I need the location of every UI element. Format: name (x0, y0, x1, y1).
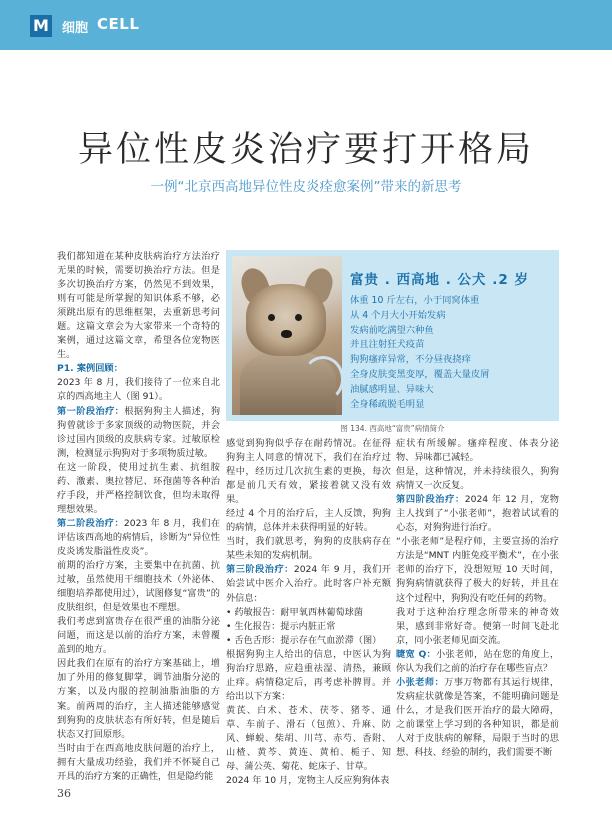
paragraph: 在这一阶段，使用过抗生素、抗组胺药、激素、奥拉替尼、环孢菌等各种治疗手段，并严格控制饮食，但均未取得理想效果。 (57, 461, 220, 515)
case-info-line: 全身稀疏脱毛明显 (350, 398, 425, 410)
section-badge: M (30, 15, 52, 37)
paragraph-text: 小张老师，站在您的角度上，你认为我们之前的治疗存在哪些盲点？ (396, 648, 560, 674)
page-number: 36 (57, 787, 71, 800)
paragraph: • 舌色舌形：提示存在气血淤滞（图） (226, 634, 382, 646)
paragraph-text: 2023 年 8 月，我们在评估该西高地的病情后，诊断为“异位性皮炎诱发脂溢性皮炎”。 (57, 517, 221, 557)
body-column-2 (226, 437, 391, 788)
paragraph: 因此我们在原有的治疗方案基础上，增加了外用的修复脚掌，调节油脂分泌的方案，以及内服的控制油脂油脂的方案。前两周的治疗，主人描述能够感觉到狗狗的皮肤状态有所好转，但是随后状态又打回原形。 (57, 658, 220, 740)
case-info-line: 体重 10 斤左右，小于同窝体重 (350, 295, 480, 306)
case-info-line: 全身皮肤变黑变厚，覆盖大量皮屑 (350, 368, 490, 380)
paragraph-text: 2024 年 9 月，我们开始尝试中医介入治疗。此时客户补充额外信息： (226, 564, 391, 604)
body-column-3 (396, 437, 559, 760)
case-info-line: 并且注射狂犬疫苗 (350, 339, 425, 351)
paragraph (57, 517, 220, 559)
paragraph-lead: 第四阶段治疗： (396, 494, 465, 506)
case-info-line: 狗狗瘙痒异常，不分昼夜挠痒 (350, 354, 471, 366)
paragraph: 我们考虑到富贵存在很严重的油脂分泌问题，而这是以前的治疗方案，未曾覆盖到的地方。 (57, 616, 220, 656)
paragraph (396, 493, 559, 535)
paragraph: 经过 4 个月的治疗后，主人反馈，狗狗的病情，总体并未获得明显的好转。 (226, 508, 391, 534)
paragraph: 根据狗狗主人给出的信息，中医认为狗狗治疗思路，应趋重祛湿、清热，兼顾止痒。病情稳定后，再考虑补脾胃。并给出以下方案： (226, 648, 391, 702)
paragraph (226, 563, 391, 605)
paragraph (57, 405, 220, 461)
section-label-en: CELL (97, 15, 140, 33)
case-info-name: 富贵 . 西高地 . 公犬 .2 岁 (350, 272, 529, 288)
paragraph: 2023 年 8 月，我们接待了一位来自北京的西高地主人（图 91）。 (57, 377, 220, 403)
case-info-line: 从 4 个月大小开始发病 (350, 309, 446, 321)
paragraph-text: 2024 年 12 月，宠物主人找到了“小张老师”，抱着试试看的心态，对狗狗进行治疗。 (396, 494, 559, 534)
paragraph-lead: 第一阶段治疗： (57, 405, 125, 417)
paragraph-text: 万事万物都有其运行规律，发病症状就像是答案，不能明确问题是什么，才是我们医开治疗的最大障碍，之前课堂上学习到的各种知识，都是前人对于皮肤病的解释，局限于当时的思想、科技、经验的制约，我们需要不断 (396, 676, 560, 759)
paragraph (396, 648, 559, 676)
dog-photo (232, 256, 342, 415)
figure-caption: 图 134. 西高地“富贵”病情简介 (340, 424, 445, 433)
paragraph-lead: 第二阶段治疗： (57, 517, 124, 529)
article-title: 异位性皮炎治疗要打开格局 (77, 130, 534, 170)
case-info-line: 油腻感明显、异味大 (350, 383, 434, 395)
body-column-1 (57, 250, 220, 784)
paragraph: 前期的治疗方案，主要集中在抗菌、抗过敏，虽然使用干细胞技术（外泌体、细胞培养都使用过），试图修复“富贵”的皮肤组织，但是效果也不理想。 (57, 560, 220, 614)
section-label-cn: 细胞 (62, 21, 89, 36)
paragraph: 我对于这种治疗理念所带来的神奇效果，感到非常好奇。便第一时间飞赴北京，同小张老师见面交流。 (396, 606, 559, 646)
paragraph-lead: 睫宽 Q： (396, 648, 437, 660)
paragraph: “小张老师”是程疗师，主要宣扬的治疗方法是“MNT 内脏免疫平衡术”，在小张老师的治疗下，没想短短 10 天时间，狗狗病情就获得了极大的好转，并且在这个过程中，狗狗没有吃任何的药物。 (396, 536, 559, 604)
paragraph: 症状有所缓解。瘙痒程度、体表分泌物、异味都已减轻。 (396, 438, 559, 464)
paragraph: • 药敏报告：耐甲氧西林葡萄球菌 (226, 606, 363, 618)
paragraph-lead: 第三阶段治疗： (226, 564, 294, 576)
paragraph: 感觉到狗狗似乎存在耐药情况。在征得狗狗主人同意的情况下，我们在治疗过程中，经历过几次抗生素的更换，每次都是前几天有效，紧接着就又没有效果。 (226, 438, 391, 506)
paragraph-text: 根据狗狗主人描述，狗狗曾就诊于多家顶级的动物医院，并会诊过国内顶级的皮肤病专家。过敏原检测，检测显示狗狗对于多项物质过敏。 (57, 405, 221, 459)
section-heading: P1. 案例回顾： (57, 363, 123, 375)
case-info-line: 发病前吃满望六种鱼 (350, 324, 434, 336)
paragraph: 我们都知道在某种皮肤病治疗方法治疗无果的时候，需要切换治疗方法。但是多次切换治疗方案，仍然见不到效果，则有可能是所掌握的知识体系不够，必须跳出原有的思维框架，去重新思考问题。这篇文章会为大家带来一个奇特的案例，通过这篇文章，希望各位宠物医生。 (57, 251, 220, 361)
paragraph: 2024 年 10 月，宠物主人反应狗狗体表 (226, 775, 390, 787)
paragraph: 但是，这种情况，并未持续很久，狗狗病情又一次反复。 (396, 466, 559, 492)
paragraph-lead: 小张老师： (396, 676, 445, 688)
paragraph: 当时，我们就思考，狗狗的皮肤病存在某些未知的发病机制。 (226, 536, 391, 562)
case-info-lines (350, 294, 489, 412)
paragraph: 当时由于在西高地皮肤问题的治疗上，拥有大量成功经验，我们并不怀疑自己开具的治疗方案的正确性，但是隐约能 (57, 742, 220, 782)
article-subtitle: 一例“北京西高地异位性皮炎痊愈案例”带来的新思考 (150, 179, 462, 195)
section-header-bar (0, 0, 612, 50)
paragraph: 黄芪、白术、苍术、茯苓、猪苓、通草、车前子、滑石（包煎）、升麻、防风、蝉蜕、柴胡、川芎、赤芍、香附、山楂、黄芩、黄连、黄柏、栀子、知母、蒲公英、菊花、蛇床子、甘草。 (226, 704, 391, 773)
paragraph: • 生化报告：提示内脏正常 (226, 620, 336, 632)
paragraph (396, 676, 559, 760)
